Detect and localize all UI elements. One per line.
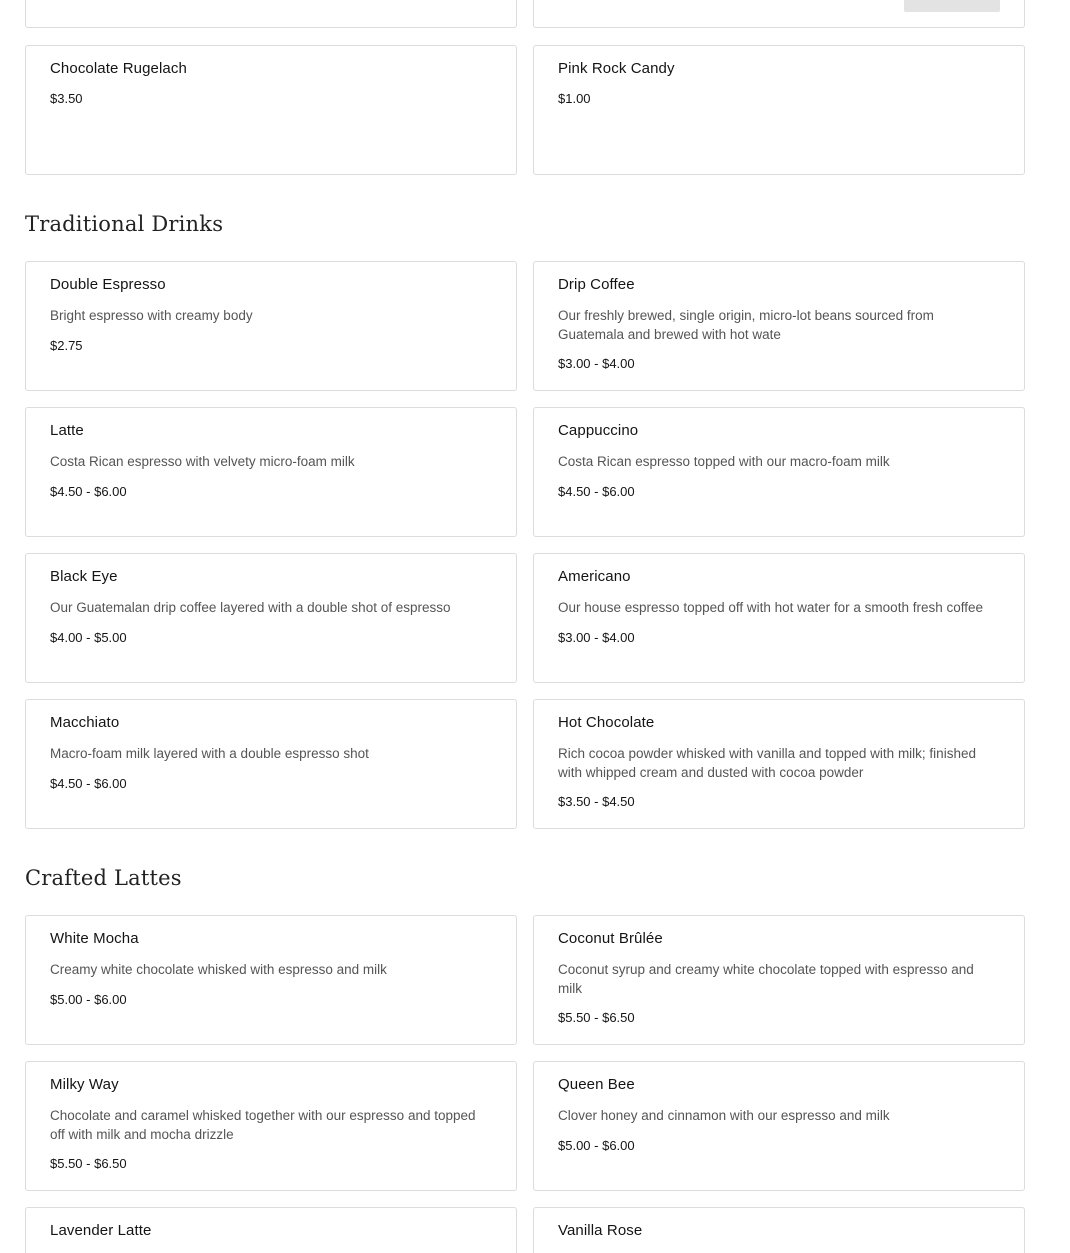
menu-item-card[interactable]	[533, 553, 1025, 683]
item-name: Milky Way	[50, 1076, 119, 1093]
item-price: $5.00 - $6.00	[50, 992, 127, 1007]
item-name: Hot Chocolate	[558, 714, 655, 731]
item-price: $5.50 - $6.50	[558, 1010, 635, 1025]
add-to-cart-button[interactable]	[904, 0, 1000, 12]
item-description: Chocolate and caramel whisked together with our espresso and topped off with milk and mocha drizzle	[50, 1108, 476, 1142]
item-price: $1.00	[558, 91, 591, 106]
item-description: Bright espresso with creamy body	[50, 308, 253, 323]
menu-item-card[interactable]	[25, 553, 517, 683]
menu-item-card[interactable]	[533, 915, 1025, 1045]
item-name: Drip Coffee	[558, 276, 635, 293]
menu-item-card[interactable]	[25, 1061, 517, 1191]
item-description: Creamy white chocolate whisked with espresso and milk	[50, 962, 387, 977]
menu-item-card[interactable]	[25, 407, 517, 537]
item-name: Pink Rock Candy	[558, 60, 675, 77]
item-name: Black Eye	[50, 568, 118, 585]
menu-item-card[interactable]	[533, 699, 1025, 829]
menu-item-card[interactable]	[533, 45, 1025, 175]
menu-item-card[interactable]	[25, 0, 517, 28]
menu-item-card[interactable]	[533, 407, 1025, 537]
item-description: Our house espresso topped off with hot water for a smooth fresh coffee	[558, 600, 983, 615]
item-description: Our freshly brewed, single origin, micro-lot beans sourced from Guatemala and brewed with hot wate	[558, 308, 934, 342]
item-name: Vanilla Rose	[558, 1222, 643, 1239]
item-description: Costa Rican espresso topped with our macro-foam milk	[558, 454, 890, 469]
menu-item-card[interactable]	[25, 261, 517, 391]
item-price: $3.50 - $4.50	[558, 794, 635, 809]
section-title-traditional-drinks: Traditional Drinks	[25, 212, 224, 236]
item-description: Our Guatemalan drip coffee layered with a double shot of espresso	[50, 600, 451, 615]
item-name: Macchiato	[50, 714, 120, 731]
item-description: Costa Rican espresso with velvety micro-foam milk	[50, 454, 355, 469]
menu-item-card[interactable]	[533, 261, 1025, 391]
item-price: $5.50 - $6.50	[50, 1156, 127, 1171]
menu-item-card[interactable]	[25, 699, 517, 829]
item-price: $5.00 - $6.00	[558, 1138, 635, 1153]
item-name: White Mocha	[50, 930, 139, 947]
item-description: Coconut syrup and creamy white chocolate topped with espresso and milk	[558, 962, 974, 996]
item-name: Americano	[558, 568, 631, 585]
item-name: Queen Bee	[558, 1076, 635, 1093]
item-name: Double Espresso	[50, 276, 166, 293]
item-price: $4.50 - $6.00	[50, 484, 127, 499]
item-price: $4.50 - $6.00	[558, 484, 635, 499]
item-name: Lavender Latte	[50, 1222, 152, 1239]
item-name: Coconut Brûlée	[558, 930, 663, 947]
item-name: Chocolate Rugelach	[50, 60, 187, 77]
item-price: $4.50 - $6.00	[50, 776, 127, 791]
item-name: Latte	[50, 422, 84, 439]
menu-item-card[interactable]	[25, 1207, 517, 1253]
item-price: $3.50	[50, 91, 83, 106]
item-price: $4.00 - $5.00	[50, 630, 127, 645]
menu-item-card[interactable]	[533, 1207, 1025, 1253]
item-description: Clover honey and cinnamon with our espresso and milk	[558, 1108, 890, 1123]
menu-item-card[interactable]	[533, 1061, 1025, 1191]
item-price: $3.00 - $4.00	[558, 356, 635, 371]
item-description: Rich cocoa powder whisked with vanilla and topped with milk; finished with whipped cream and dusted with cocoa powder	[558, 746, 976, 780]
menu-item-card[interactable]	[25, 915, 517, 1045]
section-title-crafted-lattes: Crafted Lattes	[25, 866, 182, 890]
item-description: Macro-foam milk layered with a double espresso shot	[50, 746, 369, 761]
item-price: $3.00 - $4.00	[558, 630, 635, 645]
item-price: $2.75	[50, 338, 83, 353]
menu-item-card[interactable]	[25, 45, 517, 175]
item-name: Cappuccino	[558, 422, 639, 439]
